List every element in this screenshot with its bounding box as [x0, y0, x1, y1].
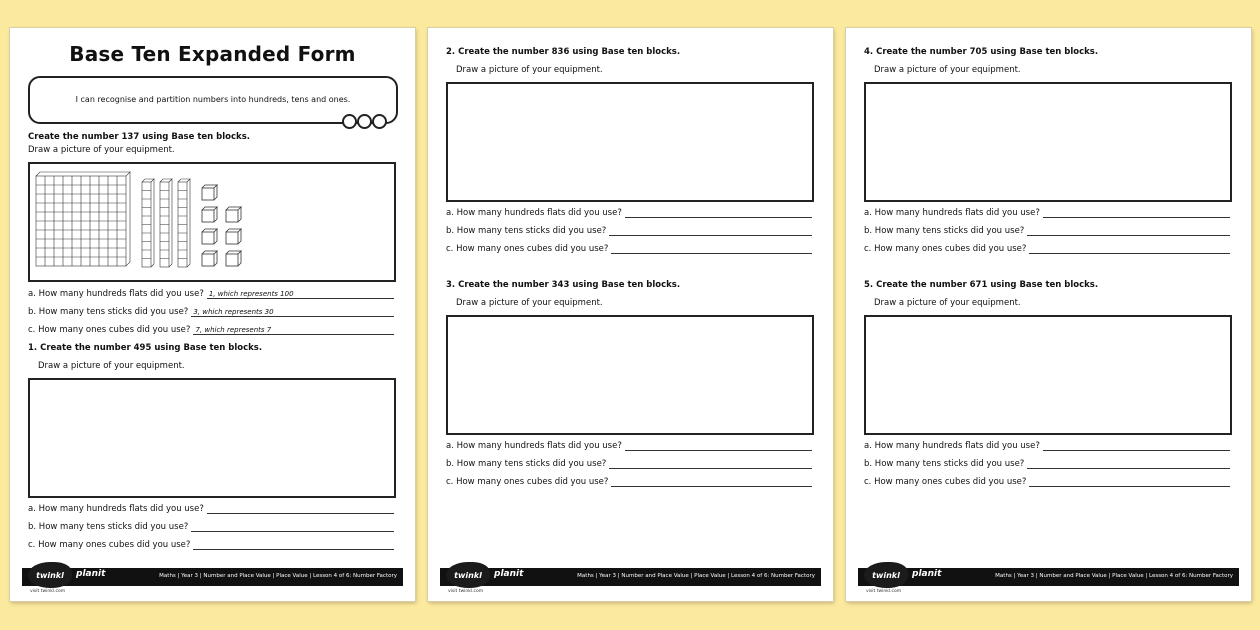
q5-line-ones[interactable]: c. How many ones cubes did you use? — [864, 477, 1230, 487]
objective-circle-3 — [372, 114, 387, 129]
question-3-heading: 3. Create the number 343 using Base ten blocks. — [446, 280, 681, 290]
question-3-drawing-box[interactable] — [446, 315, 814, 435]
q3-line-ones[interactable]: c. How many ones cubes did you use? — [446, 477, 812, 487]
question-2-drawing-box[interactable] — [446, 82, 814, 202]
twinkl-logo: twinkl — [28, 562, 72, 588]
objective-circle-2 — [357, 114, 372, 129]
question-5-instruction: Draw a picture of your equipment. — [874, 298, 1021, 308]
question-4-instruction: Draw a picture of your equipment. — [874, 65, 1021, 75]
q1-line-ones[interactable]: c. How many ones cubes did you use? — [28, 540, 394, 550]
example-drawing-box — [28, 162, 396, 282]
twinkl-url: visit twinkl.com — [448, 589, 484, 594]
answer-hundreds: 1, which represents 100 — [207, 290, 394, 299]
question-1-instruction: Draw a picture of your equipment. — [38, 361, 185, 371]
q4-line-tens[interactable]: b. How many tens sticks did you use? — [864, 226, 1230, 236]
question-2-heading: 2. Create the number 836 using Base ten blocks. — [446, 47, 681, 57]
learning-objective-text: I can recognise and partition numbers into hundreds, tens and ones. — [75, 95, 351, 104]
q3-line-tens[interactable]: b. How many tens sticks did you use? — [446, 459, 812, 469]
q5-line-tens[interactable]: b. How many tens sticks did you use? — [864, 459, 1230, 469]
question-4-drawing-box[interactable] — [864, 82, 1232, 202]
q1-line-hundreds[interactable]: a. How many hundreds flats did you use? — [28, 504, 394, 514]
objective-circle-1 — [342, 114, 357, 129]
planit-logo: planit — [76, 569, 106, 579]
worksheet-page-1 — [10, 28, 415, 601]
hundreds-flat-icon — [36, 172, 130, 266]
example-instruction: Draw a picture of your equipment. — [28, 145, 175, 155]
q2-line-ones[interactable]: c. How many ones cubes did you use? — [446, 244, 812, 254]
base-ten-blocks-drawing — [30, 164, 394, 280]
q1-line-tens[interactable]: b. How many tens sticks did you use? — [28, 522, 394, 532]
question-1-drawing-box[interactable] — [28, 378, 396, 498]
footer-text: Maths | Year 3 | Number and Place Value | Place Value | Lesson 4 of 6: Number Factory — [995, 573, 1233, 579]
worksheet-page-2 — [428, 28, 833, 601]
planit-logo: planit — [494, 569, 524, 579]
question-4-heading: 4. Create the number 705 using Base ten blocks. — [864, 47, 1099, 57]
q3-line-hundreds[interactable]: a. How many hundreds flats did you use? — [446, 441, 812, 451]
example-question-hundreds: a. How many hundreds flats did you use? 1, which represents 100 — [28, 289, 394, 299]
footer-text: Maths | Year 3 | Number and Place Value | Place Value | Lesson 4 of 6: Number Factory — [577, 573, 815, 579]
answer-tens: 3, which represents 30 — [191, 308, 394, 317]
twinkl-url: visit twinkl.com — [30, 589, 66, 594]
q4-line-ones[interactable]: c. How many ones cubes did you use? — [864, 244, 1230, 254]
twinkl-logo: twinkl — [446, 562, 490, 588]
example-question-tens: b. How many tens sticks did you use? 3, which represents 30 — [28, 307, 394, 317]
tens-sticks-icon — [142, 179, 190, 267]
twinkl-logo: twinkl — [864, 562, 908, 588]
twinkl-url: visit twinkl.com — [866, 589, 902, 594]
q5-line-hundreds[interactable]: a. How many hundreds flats did you use? — [864, 441, 1230, 451]
question-5-drawing-box[interactable] — [864, 315, 1232, 435]
example-heading: Create the number 137 using Base ten blocks. — [28, 132, 250, 142]
footer-text: Maths | Year 3 | Number and Place Value | Place Value | Lesson 4 of 6: Number Factory — [159, 573, 397, 579]
question-5-heading: 5. Create the number 671 using Base ten blocks. — [864, 280, 1099, 290]
page-title: Base Ten Expanded Form — [69, 42, 356, 66]
question-1-heading: 1. Create the number 495 using Base ten blocks. — [28, 343, 263, 353]
q2-line-tens[interactable]: b. How many tens sticks did you use? — [446, 226, 812, 236]
answer-ones: 7, which represents 7 — [193, 326, 394, 335]
planit-logo: planit — [912, 569, 942, 579]
worksheet-page-3 — [846, 28, 1251, 601]
q4-line-hundreds[interactable]: a. How many hundreds flats did you use? — [864, 208, 1230, 218]
question-2-instruction: Draw a picture of your equipment. — [456, 65, 603, 75]
example-question-ones: c. How many ones cubes did you use? 7, which represents 7 — [28, 325, 394, 335]
q2-line-hundreds[interactable]: a. How many hundreds flats did you use? — [446, 208, 812, 218]
ones-cubes-icon — [202, 185, 241, 266]
question-3-instruction: Draw a picture of your equipment. — [456, 298, 603, 308]
